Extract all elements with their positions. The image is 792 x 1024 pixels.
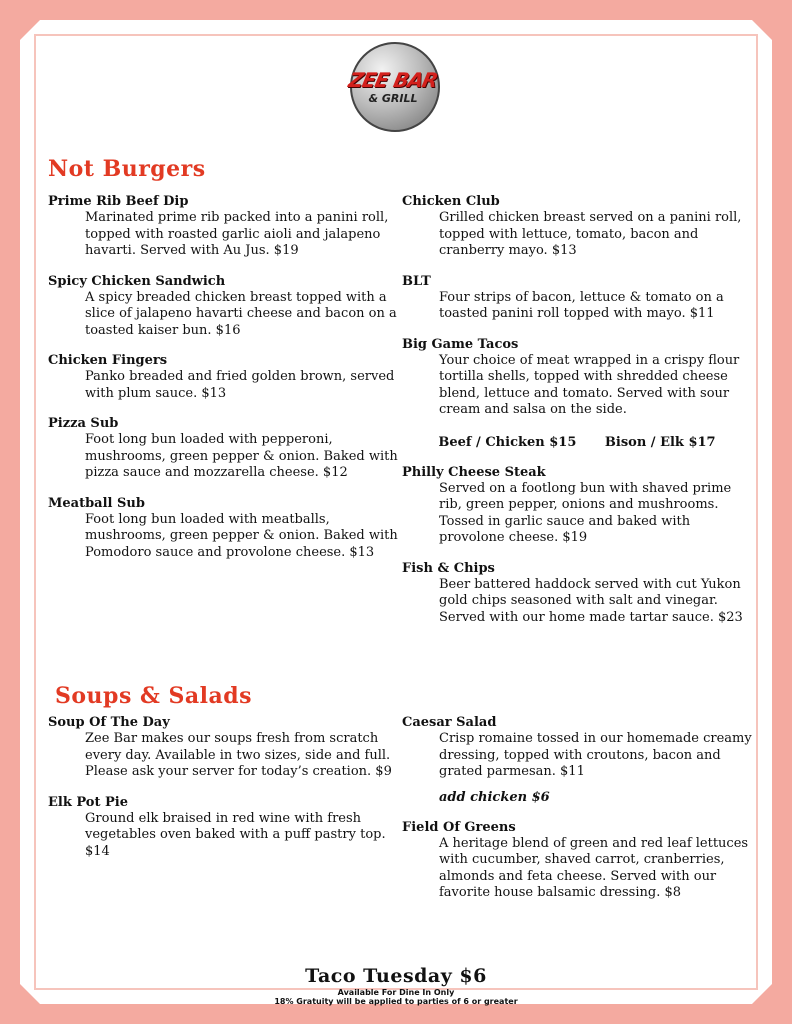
item-name: Chicken Fingers [48, 353, 168, 368]
menu-item [402, 560, 752, 627]
item-name: Caesar Salad [402, 715, 497, 730]
item-name: Meatball Sub [48, 495, 145, 511]
item-description: Marinated prime rib packed into a panini roll, topped with roasted garlic aioli and jalapeno havarti. Served with Au Jus. $19 [85, 210, 389, 258]
taco-price-bison-elk: Bison / Elk $17 [604, 434, 716, 450]
item-name: Soup Of The Day [48, 715, 170, 730]
logo-subtext: & GRILL [368, 92, 418, 105]
menu-item [48, 273, 398, 340]
menu-item [48, 415, 398, 482]
not-burgers-left-column [48, 193, 398, 574]
item-name: Philly Cheese Steak [402, 464, 546, 480]
section-title-not-burgers: Not Burgers [48, 156, 206, 182]
item-name: Spicy Chicken Sandwich [48, 273, 226, 289]
item-description: Zee Bar makes our soups fresh from scratch every day. Available in two sizes, side and full. Please ask your server for today’s creation. $9 [85, 731, 392, 779]
item-description: Crisp romaine tossed in our homemade creamy dressing, topped with croutons, bacon and grated parmesan. $11 [439, 731, 752, 779]
item-addon: add chicken $6 [439, 789, 550, 805]
section-title-soups-salads: Soups & Salads [55, 683, 253, 709]
item-name: Fish & Chips [402, 560, 495, 576]
item-description: Grilled chicken breast served on a panini roll, topped with lettuce, tomato, bacon and cranberry mayo. $13 [439, 210, 742, 258]
border-left [0, 0, 20, 1024]
menu-item [402, 464, 752, 547]
zee-bar-logo [338, 42, 448, 128]
menu-item [48, 794, 398, 861]
border-top [0, 0, 792, 20]
menu-item [402, 193, 752, 260]
taco-tuesday-banner: Taco Tuesday $6 [305, 965, 487, 987]
item-name: Field Of Greens [402, 819, 516, 835]
taco-price-line [402, 435, 752, 450]
soups-salads-left-column [48, 714, 398, 873]
dine-in-note: Available For Dine In Only [337, 988, 455, 997]
corner-decoration [20, 20, 40, 40]
item-description: Beer battered haddock served with cut Yukon gold chips seasoned with salt and vinegar. Served with our home made tartar sauce. $23 [439, 576, 743, 625]
item-description: A heritage blend of green and red leaf lettuces with cucumber, shaved carrot, cranberries, almonds and feta cheese. Served with our favorite house balsamic dressing. $8 [439, 835, 749, 900]
menu-item [48, 495, 398, 562]
item-description: A spicy breaded chicken breast topped with a slice of jalapeno havarti cheese and bacon on a toasted kaiser bun. $16 [85, 289, 397, 338]
menu-item [48, 193, 398, 260]
item-name: Prime Rib Beef Dip [48, 194, 189, 209]
item-name: BLT [402, 273, 431, 289]
item-description: Foot long bun loaded with meatballs, mushrooms, green pepper & onion. Baked with Pomodoro sauce and provolone cheese. $13 [85, 511, 398, 560]
item-description: Ground elk braised in red wine with fresh vegetables oven baked with a puff pastry top. $14 [85, 810, 386, 859]
item-description: Your choice of meat wrapped in a crispy flour tortilla shells, topped with shredded cheese blend, lettuce and tomato. Served with sour cream and salsa on the side. [439, 352, 740, 417]
menu-item [48, 352, 398, 402]
item-name: Big Game Tacos [402, 336, 519, 352]
item-description: Four strips of bacon, lettuce & tomato on a toasted panini roll topped with mayo. $11 [439, 289, 724, 321]
logo-text: ZEE BAR [346, 68, 440, 92]
item-name: Elk Pot Pie [48, 794, 128, 810]
taco-price-beef-chicken: Beef / Chicken $15 [438, 434, 577, 450]
item-name: Pizza Sub [48, 416, 119, 431]
menu-item [402, 819, 752, 902]
item-description: Panko breaded and fried golden brown, served with plum sauce. $13 [85, 369, 395, 401]
menu-item [402, 336, 752, 419]
item-description: Foot long bun loaded with pepperoni, mushrooms, green pepper & onion. Baked with pizza sauce and mozzarella cheese. $12 [85, 432, 398, 480]
border-right [772, 0, 792, 1024]
corner-decoration [752, 20, 772, 40]
border-bottom [0, 1004, 792, 1024]
item-name: Chicken Club [402, 194, 500, 209]
menu-item [402, 273, 752, 323]
menu-item [402, 714, 752, 806]
item-description: Served on a footlong bun with shaved prime rib, green pepper, onions and mushrooms. Tossed in garlic sauce and baked with provolone cheese. $19 [439, 480, 732, 545]
soups-salads-right-column [402, 714, 752, 915]
not-burgers-right-column [402, 193, 752, 639]
gratuity-note: 18% Gratuity will be applied to parties of 6 or greater [274, 997, 518, 1006]
menu-item [48, 714, 398, 781]
